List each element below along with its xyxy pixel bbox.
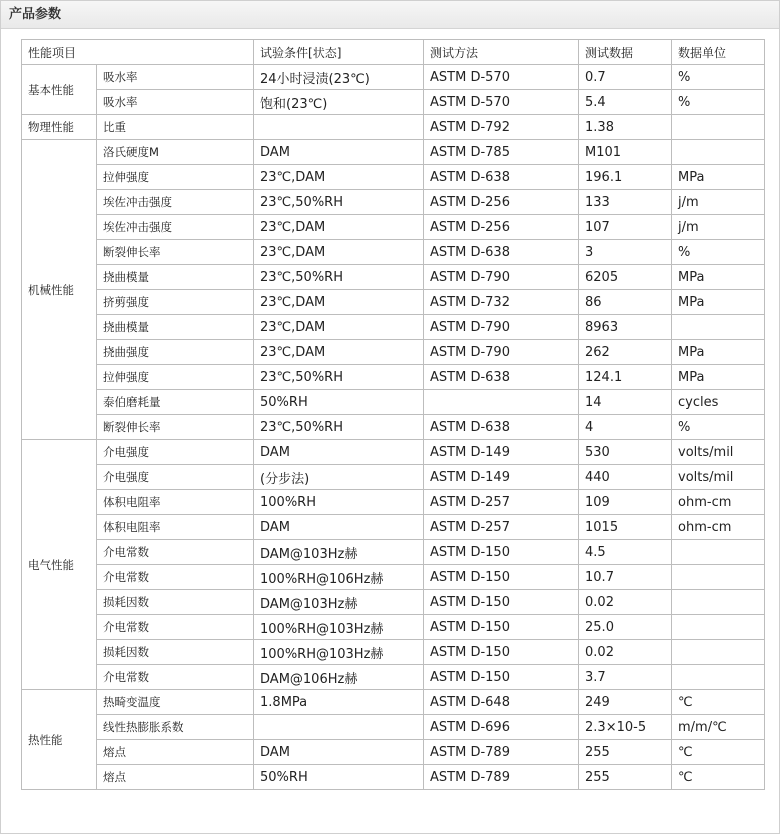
row-value: 10.7	[579, 565, 672, 590]
row-condition: 23℃,DAM	[254, 340, 424, 365]
row-value: 25.0	[579, 615, 672, 640]
header-method: 测试方法	[424, 40, 579, 65]
row-item: 体积电阻率	[97, 490, 254, 515]
row-value: 1.38	[579, 115, 672, 140]
row-item: 泰伯磨耗量	[97, 390, 254, 415]
table-row	[22, 740, 765, 765]
row-value: 5.4	[579, 90, 672, 115]
row-condition	[254, 115, 424, 140]
table-row	[22, 215, 765, 240]
row-method: ASTM D-257	[424, 515, 579, 540]
row-value: 8963	[579, 315, 672, 340]
row-value: 262	[579, 340, 672, 365]
row-unit	[672, 615, 765, 640]
row-unit: ohm-cm	[672, 490, 765, 515]
row-item: 挤剪强度	[97, 290, 254, 315]
table-row	[22, 115, 765, 140]
row-value: 440	[579, 465, 672, 490]
table-row	[22, 315, 765, 340]
table-row	[22, 190, 765, 215]
table-row	[22, 90, 765, 115]
row-condition: DAM	[254, 440, 424, 465]
row-unit: %	[672, 65, 765, 90]
row-condition: 100%RH@106Hz赫	[254, 565, 424, 590]
row-item: 介电强度	[97, 440, 254, 465]
row-method: ASTM D-150	[424, 640, 579, 665]
row-method: ASTM D-789	[424, 765, 579, 790]
row-method: ASTM D-256	[424, 215, 579, 240]
row-value: 255	[579, 765, 672, 790]
row-unit: volts/mil	[672, 465, 765, 490]
row-unit: MPa	[672, 340, 765, 365]
row-unit: ℃	[672, 690, 765, 715]
row-value: 0.02	[579, 590, 672, 615]
table-row	[22, 390, 765, 415]
row-condition: DAM@103Hz赫	[254, 590, 424, 615]
row-unit: %	[672, 90, 765, 115]
row-value: 124.1	[579, 365, 672, 390]
row-method: ASTM D-790	[424, 315, 579, 340]
row-method: ASTM D-150	[424, 590, 579, 615]
group-name: 基本性能	[22, 65, 97, 115]
row-method: ASTM D-790	[424, 340, 579, 365]
row-condition: 100%RH	[254, 490, 424, 515]
row-value: 2.3×10-5	[579, 715, 672, 740]
row-unit	[672, 115, 765, 140]
row-item: 吸水率	[97, 65, 254, 90]
row-item: 埃佐冲击强度	[97, 215, 254, 240]
row-item: 体积电阻率	[97, 515, 254, 540]
row-condition: 23℃,DAM	[254, 240, 424, 265]
header-data: 测试数据	[579, 40, 672, 65]
row-method	[424, 390, 579, 415]
row-method: ASTM D-696	[424, 715, 579, 740]
row-item: 埃佐冲击强度	[97, 190, 254, 215]
row-item: 熔点	[97, 740, 254, 765]
table-row	[22, 290, 765, 315]
row-unit: MPa	[672, 165, 765, 190]
table-row	[22, 440, 765, 465]
row-unit	[672, 540, 765, 565]
row-condition: 23℃,50%RH	[254, 190, 424, 215]
row-unit	[672, 315, 765, 340]
row-item: 线性热膨胀系数	[97, 715, 254, 740]
row-item: 熔点	[97, 765, 254, 790]
row-condition: DAM@103Hz赫	[254, 540, 424, 565]
row-condition: 1.8MPa	[254, 690, 424, 715]
table-row	[22, 240, 765, 265]
row-method: ASTM D-150	[424, 565, 579, 590]
row-unit	[672, 665, 765, 690]
row-method: ASTM D-648	[424, 690, 579, 715]
row-item: 热畸变温度	[97, 690, 254, 715]
row-method: ASTM D-638	[424, 165, 579, 190]
row-method: ASTM D-792	[424, 115, 579, 140]
table-row	[22, 340, 765, 365]
row-value: 107	[579, 215, 672, 240]
row-item: 介电常数	[97, 665, 254, 690]
params-table-body	[22, 40, 765, 790]
row-unit: m/m/℃	[672, 715, 765, 740]
row-condition: DAM	[254, 140, 424, 165]
row-method: ASTM D-638	[424, 365, 579, 390]
row-condition: 饱和(23℃)	[254, 90, 424, 115]
table-row	[22, 640, 765, 665]
header-item: 性能项目	[22, 40, 254, 65]
group-name: 电气性能	[22, 440, 97, 690]
row-unit: MPa	[672, 290, 765, 315]
row-value: 3.7	[579, 665, 672, 690]
table-header-row	[22, 40, 765, 65]
row-method: ASTM D-150	[424, 615, 579, 640]
table-row	[22, 265, 765, 290]
row-unit: MPa	[672, 265, 765, 290]
table-row	[22, 365, 765, 390]
row-item: 介电常数	[97, 615, 254, 640]
row-unit: cycles	[672, 390, 765, 415]
row-unit: MPa	[672, 365, 765, 390]
table-row	[22, 165, 765, 190]
row-value: 249	[579, 690, 672, 715]
row-unit: volts/mil	[672, 440, 765, 465]
row-value: 4	[579, 415, 672, 440]
row-condition: 100%RH@103Hz赫	[254, 615, 424, 640]
row-unit: ℃	[672, 765, 765, 790]
row-method: ASTM D-149	[424, 465, 579, 490]
row-value: 14	[579, 390, 672, 415]
row-method: ASTM D-150	[424, 665, 579, 690]
row-condition: (分步法)	[254, 465, 424, 490]
row-method: ASTM D-732	[424, 290, 579, 315]
table-row	[22, 465, 765, 490]
row-value: 196.1	[579, 165, 672, 190]
row-value: 255	[579, 740, 672, 765]
table-row	[22, 540, 765, 565]
row-condition: 23℃,50%RH	[254, 365, 424, 390]
row-value: 0.7	[579, 65, 672, 90]
row-item: 吸水率	[97, 90, 254, 115]
row-condition: 50%RH	[254, 765, 424, 790]
row-condition: 23℃,DAM	[254, 165, 424, 190]
table-row	[22, 140, 765, 165]
row-item: 挠曲强度	[97, 340, 254, 365]
row-condition: DAM@106Hz赫	[254, 665, 424, 690]
row-condition: 23℃,50%RH	[254, 415, 424, 440]
row-unit	[672, 640, 765, 665]
row-item: 断裂伸长率	[97, 415, 254, 440]
row-condition: 23℃,DAM	[254, 290, 424, 315]
row-item: 拉伸强度	[97, 165, 254, 190]
row-item: 挠曲模量	[97, 265, 254, 290]
table-row	[22, 615, 765, 640]
row-item: 介电强度	[97, 465, 254, 490]
row-method: ASTM D-150	[424, 540, 579, 565]
row-unit: j/m	[672, 215, 765, 240]
row-unit	[672, 590, 765, 615]
row-value: 6205	[579, 265, 672, 290]
row-unit: %	[672, 415, 765, 440]
row-unit: %	[672, 240, 765, 265]
group-name: 物理性能	[22, 115, 97, 140]
panel-title: 产品参数	[1, 1, 779, 29]
row-value: 0.02	[579, 640, 672, 665]
row-condition: 50%RH	[254, 390, 424, 415]
row-unit: ohm-cm	[672, 515, 765, 540]
row-unit: ℃	[672, 740, 765, 765]
row-value: 4.5	[579, 540, 672, 565]
table-row	[22, 65, 765, 90]
row-unit	[672, 140, 765, 165]
row-method: ASTM D-256	[424, 190, 579, 215]
table-row	[22, 715, 765, 740]
table-row	[22, 415, 765, 440]
row-item: 比重	[97, 115, 254, 140]
table-row	[22, 515, 765, 540]
row-item: 洛氏硬度M	[97, 140, 254, 165]
row-method: ASTM D-570	[424, 65, 579, 90]
row-value: 86	[579, 290, 672, 315]
row-item: 介电常数	[97, 540, 254, 565]
row-value: M101	[579, 140, 672, 165]
group-name: 机械性能	[22, 140, 97, 440]
row-method: ASTM D-638	[424, 415, 579, 440]
row-condition: 23℃,50%RH	[254, 265, 424, 290]
row-value: 109	[579, 490, 672, 515]
row-condition: 23℃,DAM	[254, 215, 424, 240]
row-value: 133	[579, 190, 672, 215]
row-method: ASTM D-785	[424, 140, 579, 165]
row-value: 3	[579, 240, 672, 265]
row-item: 介电常数	[97, 565, 254, 590]
row-method: ASTM D-257	[424, 490, 579, 515]
row-item: 损耗因数	[97, 590, 254, 615]
row-condition	[254, 715, 424, 740]
row-item: 挠曲模量	[97, 315, 254, 340]
row-condition: 24小时浸渍(23℃)	[254, 65, 424, 90]
row-condition: 100%RH@103Hz赫	[254, 640, 424, 665]
row-item: 损耗因数	[97, 640, 254, 665]
row-method: ASTM D-790	[424, 265, 579, 290]
row-unit: j/m	[672, 190, 765, 215]
row-value: 530	[579, 440, 672, 465]
table-row	[22, 665, 765, 690]
row-item: 拉伸强度	[97, 365, 254, 390]
header-condition: 试验条件[状态]	[254, 40, 424, 65]
row-method: ASTM D-638	[424, 240, 579, 265]
row-method: ASTM D-570	[424, 90, 579, 115]
table-row	[22, 565, 765, 590]
group-name: 热性能	[22, 690, 97, 790]
row-item: 断裂伸长率	[97, 240, 254, 265]
header-unit: 数据单位	[672, 40, 765, 65]
table-row	[22, 590, 765, 615]
row-unit	[672, 565, 765, 590]
row-condition: DAM	[254, 515, 424, 540]
row-value: 1015	[579, 515, 672, 540]
row-condition: DAM	[254, 740, 424, 765]
params-table	[21, 39, 765, 790]
row-method: ASTM D-789	[424, 740, 579, 765]
row-method: ASTM D-149	[424, 440, 579, 465]
table-row	[22, 690, 765, 715]
table-row	[22, 765, 765, 790]
row-condition: 23℃,DAM	[254, 315, 424, 340]
table-row	[22, 490, 765, 515]
